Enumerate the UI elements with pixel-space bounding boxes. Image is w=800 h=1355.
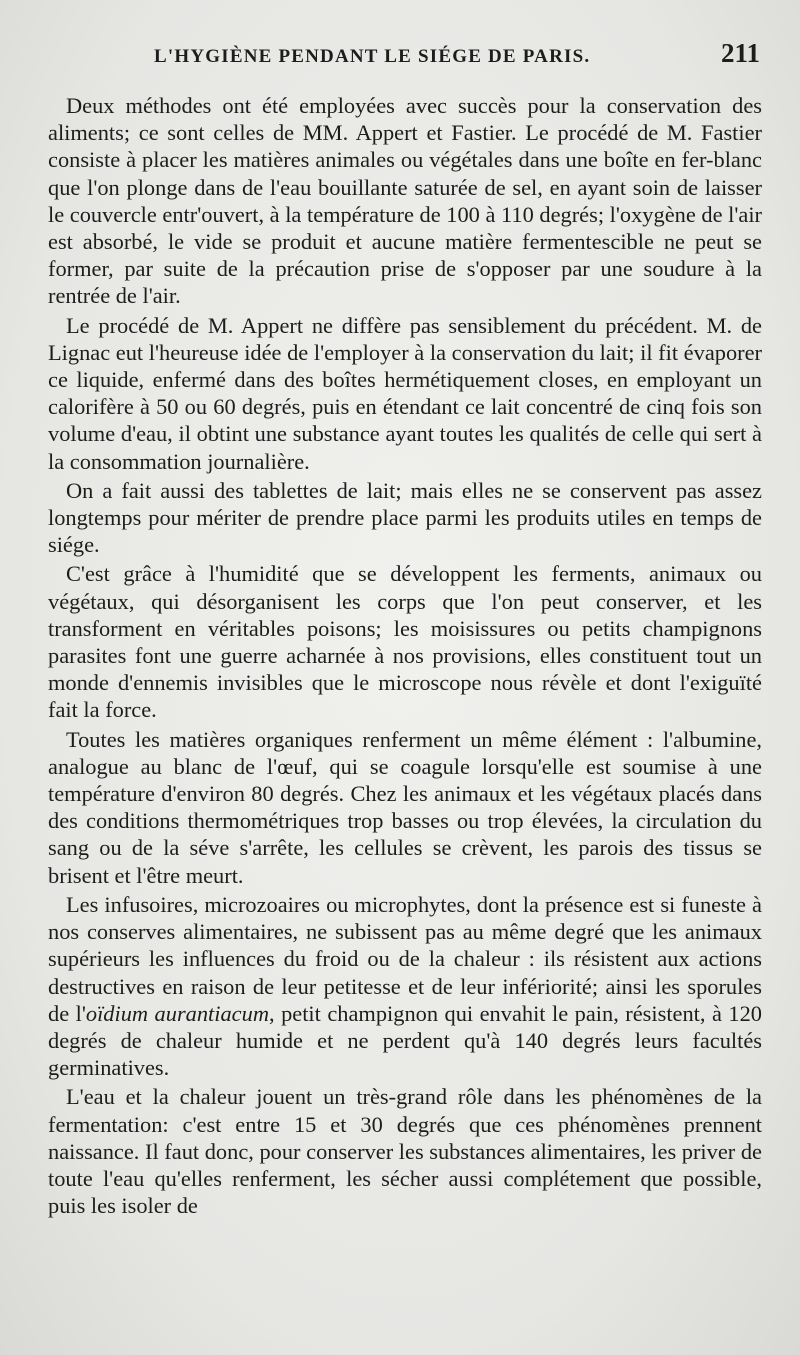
paragraph-6 <box>48 891 762 1081</box>
paragraph-4: C'est grâce à l'humidité que se développent les ferments, animaux ou végétaux, qui désorganisent les corps que l'on peut conserver, et les transforment en véritables poisons; les moisissures ou petits champignons parasites font une guerre acharnée à nos provisions, elles constituent tout un monde d'ennemis invisibles que le microscope nous révèle et dont l'exiguïté fait la force. <box>48 561 762 723</box>
paragraph-1: Deux méthodes ont été employées avec succès pour la conservation des aliments; ce sont celles de MM. Appert et Fastier. Le procédé de M. Fastier consiste à placer les matières animales ou végétales dans une boîte en fer-blanc que l'on plonge dans de l'eau bouillante saturée de sel, en ayant soin de laisser le couvercle entr'ouvert, à la température de 100 à 110 degrés; l'oxygène de l'air est absorbé, le vide se produit et aucune matière fermentescible ne peut se former, par suite de la précaution prise de s'opposer par une soudure à la rentrée de l'air. <box>48 93 762 309</box>
paragraph-3: On a fait aussi des tablettes de lait; mais elles ne se conservent pas assez longtemps pour mériter de prendre place parmi les produits utiles en temps de siége. <box>48 477 762 558</box>
paragraph-7: L'eau et la chaleur jouent un très-grand rôle dans les phénomènes de la fermentation: c'est entre 15 et 30 degrés que ces phénomènes prennent naissance. Il faut donc, pour conserver les substances alimentaires, les priver de toute l'eau qu'elles renferment, les sécher aussi complétement que possible, puis les isoler de <box>48 1084 762 1219</box>
page-header <box>48 38 762 88</box>
species-name-italic: oïdium aurantiacum <box>85 1000 269 1026</box>
paragraph-6-text-b: , petit champignon qui envahit le pain, résistent, à 120 degrés de chaleur humide et ne perdent qu'à 140 degrés leurs facultés germinatives. <box>48 1000 762 1081</box>
paragraph-5: Toutes les matières organiques renferment un même élément : l'albumine, analogue au blanc de l'œuf, qui se coagule lorsqu'elle est soumise à une température d'environ 80 degrés. Chez les animaux et les végétaux placés dans des conditions thermométriques trop basses ou trop élevées, la circulation du sang ou de la séve s'arrête, les cellules se crèvent, les parois des tissus se brisent et l'être meurt. <box>48 726 762 888</box>
paragraph-6-text-a: Les infusoires, microzoaires ou microphytes, dont la présence est si funeste à nos conserves alimentaires, ne subissent pas au même degré que les animaux supérieurs les influences du froid ou de la chaleur : ils résistent aux actions destructives en raison de leur petitesse et de leur infériorité; ainsi les sporules de l' <box>48 891 762 1026</box>
page-number: 211 <box>720 38 760 68</box>
running-title: L'HYGIÈNE PENDANT LE SIÉGE DE PARIS. <box>154 46 591 67</box>
paragraph-2: Le procédé de M. Appert ne diffère pas sensiblement du précédent. M. de Lignac eut l'heureuse idée de l'employer à la conservation du lait; il fit évaporer ce liquide, enfermé dans des boîtes hermétiquement closes, en employant un calorifère à 50 ou 60 degrés, puis en étendant ce lait concentré de cinq fois son volume d'eau, il obtint une substance ayant toutes les qualités de celle qui sert à la consommation journalière. <box>48 312 762 474</box>
body-text <box>48 92 762 1219</box>
